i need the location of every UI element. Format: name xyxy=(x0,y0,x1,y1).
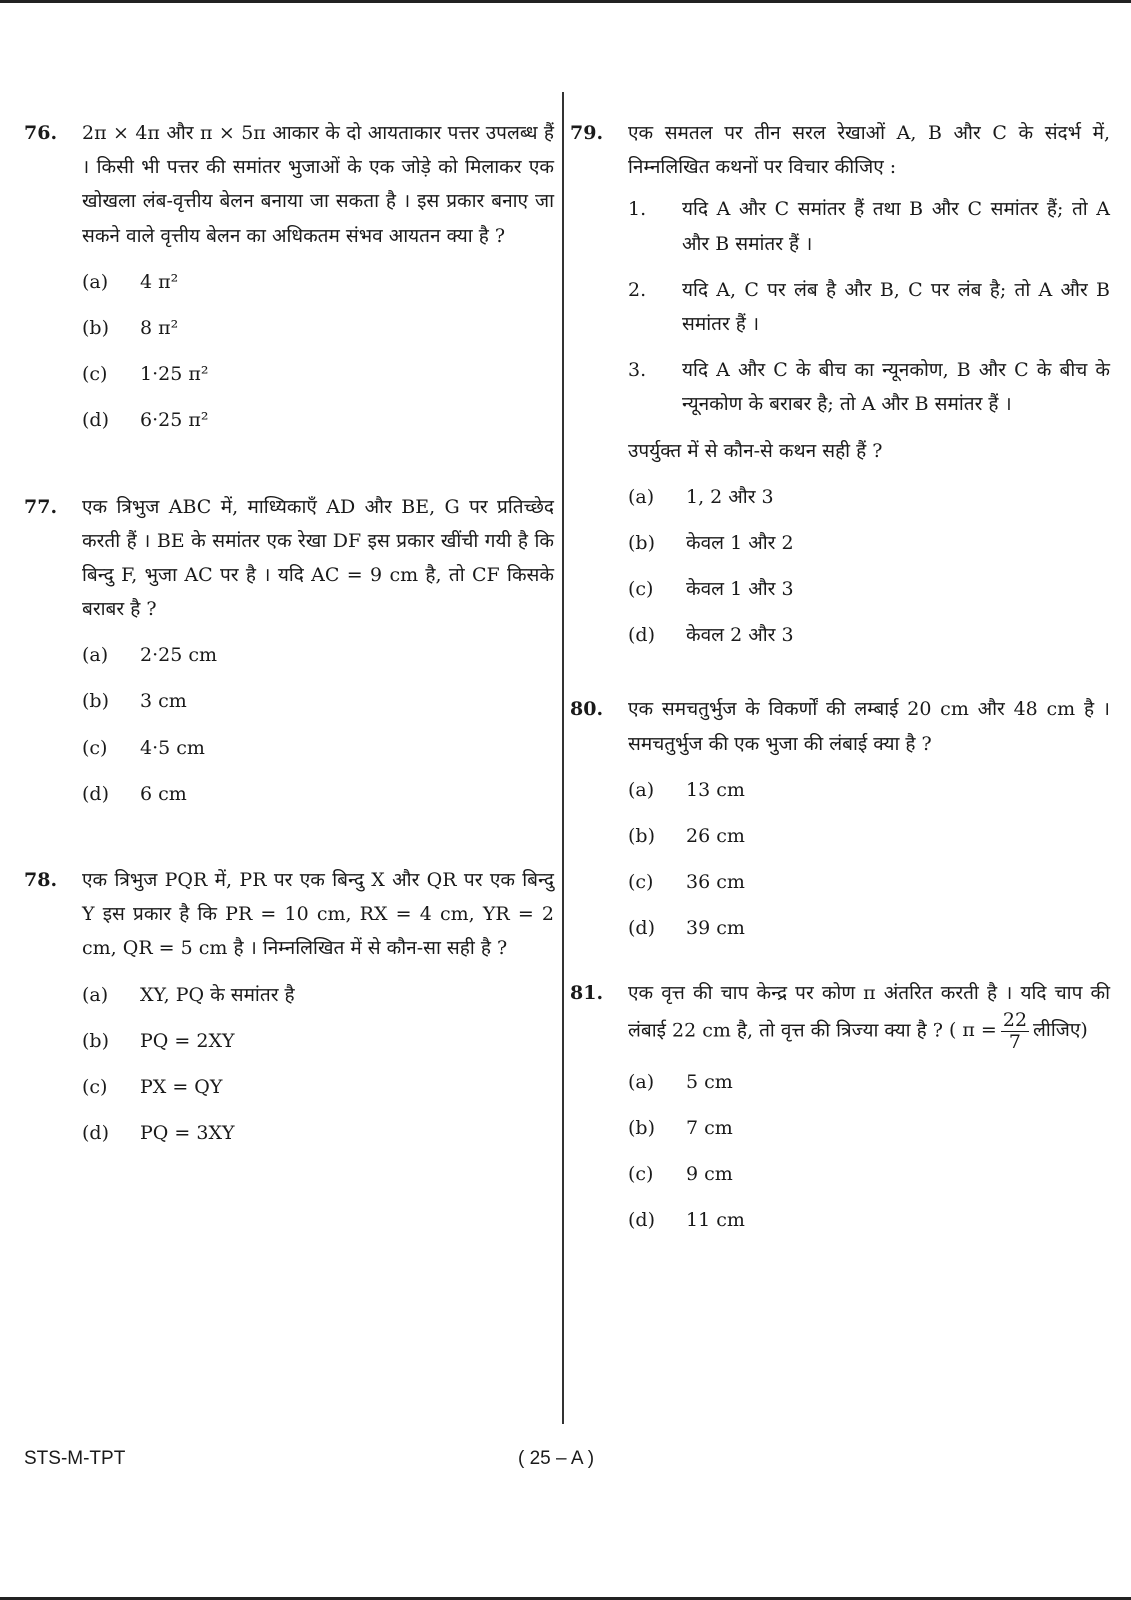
question-text: एक वृत्त की चाप केन्द्र पर कोण π अंतरित करती है । यदि चाप की लंबाई 22 cm है, तो वृत्त की त्रिज्या क्या है ? ( π = $\frac{22}{7}$ लीजिए) xyxy=(628,981,1110,1053)
option-b[interactable]: (b) 8 π² xyxy=(82,316,179,339)
question-number: 78. xyxy=(24,869,58,891)
right-column xyxy=(570,116,1110,1249)
option-a[interactable]: (a) 4 π² xyxy=(82,270,179,293)
statement-2: 2. यदि A, C पर लंब है और B, C पर लंब है; तो A और B समांतर हैं । xyxy=(628,278,1110,335)
question-76 xyxy=(24,116,554,438)
option-a[interactable]: (a) 13 cm xyxy=(628,778,745,801)
question-78 xyxy=(24,863,554,1150)
question-number: 79. xyxy=(570,122,604,144)
option-c[interactable]: (c) 9 cm xyxy=(628,1162,733,1185)
question-text: 2π × 4π और π × 5π आकार के दो आयताकार पत्तर उपलब्ध हैं । किसी भी पत्तर की समांतर भुजाओं के एक जोड़े को मिलाकर एक खोखला लंब-वृत्तीय बेलन बनाया जा सकता है । इस प्रकार बनाए जा सकने वाले वृत्तीय बेलन का अधिकतम संभव आयतन क्या है ? xyxy=(82,122,554,247)
question-80 xyxy=(570,692,1110,945)
option-b[interactable]: (b) 26 cm xyxy=(628,825,745,847)
top-border xyxy=(0,0,1131,3)
option-b[interactable]: (b) 3 cm xyxy=(82,690,187,713)
options xyxy=(628,773,1110,946)
statement-1: 1. यदि A और C समांतर हैं तथा B और C समांतर हैं; तो A और B समांतर हैं । xyxy=(628,198,1110,255)
option-d[interactable]: (d) 6 cm xyxy=(82,782,187,805)
question-number: 80. xyxy=(570,698,604,721)
question-text: एक समतल पर तीन सरल रेखाओं A, B और C के संदर्भ में, निम्नलिखित कथनों पर विचार कीजिए : xyxy=(628,122,1110,179)
question-number: 81. xyxy=(570,981,604,1004)
option-a[interactable]: (a) XY, PQ के समांतर है xyxy=(82,983,295,1006)
question-number: 77. xyxy=(24,495,58,518)
option-c[interactable]: (c) 4·5 cm xyxy=(82,736,205,759)
left-column xyxy=(24,116,554,1162)
booklet-code: STS-M-TPT xyxy=(24,1448,126,1469)
options xyxy=(628,480,1110,653)
option-b[interactable]: (b) PQ = 2XY xyxy=(82,1029,235,1052)
option-c[interactable]: (c) 1·25 π² xyxy=(82,363,209,386)
question-followup: उपर्युक्त में से कौन-से कथन सही हैं ? xyxy=(628,439,883,462)
question-text: एक समचतुर्भुज के विकर्णों की लम्बाई 20 cm और 48 cm है । समचतुर्भुज की एक भुजा की लंबाई क्या है ? xyxy=(628,698,1110,755)
option-d[interactable]: (d) 39 cm xyxy=(628,917,745,940)
question-text: एक त्रिभुज ABC में, माध्यिकाएँ AD और BE, G पर प्रतिच्छेद करती हैं । BE के समांतर एक रेखा DF इस प्रकार खींची गयी है कि बिन्दु F, भुजा AC पर है । यदि AC = 9 cm है, तो CF किसके बराबर है ? xyxy=(82,495,554,621)
options xyxy=(82,638,554,811)
option-b[interactable]: (b) 7 cm xyxy=(628,1116,733,1139)
option-d[interactable]: (d) PQ = 3XY xyxy=(82,1122,235,1145)
options xyxy=(628,1065,1110,1238)
option-a[interactable]: (a) 5 cm xyxy=(628,1070,733,1093)
page-number: ( 25 – A ) xyxy=(518,1448,595,1469)
option-d[interactable]: (d) केवल 2 और 3 xyxy=(628,624,794,647)
question-81 xyxy=(570,976,1110,1238)
option-b[interactable]: (b) केवल 1 और 2 xyxy=(628,531,794,554)
question-text: एक त्रिभुज PQR में, PR पर एक बिन्दु X और QR पर एक बिन्दु Y इस प्रकार है कि PR = 10 cm, RX = 4 cm, YR = 2 cm, QR = 5 cm है । निम्नलिखित में से कौन-सा सही है ? xyxy=(82,869,554,960)
option-c[interactable]: (c) केवल 1 और 3 xyxy=(628,578,794,601)
option-d[interactable]: (d) 11 cm xyxy=(628,1209,745,1232)
options xyxy=(82,265,554,438)
option-c[interactable]: (c) 36 cm xyxy=(628,871,745,894)
pi-note: ( π = $\frac{22}{7}$ लीजिए) xyxy=(948,1008,1088,1053)
option-a[interactable]: (a) 1, 2 और 3 xyxy=(628,485,774,508)
question-77 xyxy=(24,490,554,812)
pi-fraction: $\frac{22}{7}$ xyxy=(1002,1008,1028,1053)
question-79 xyxy=(570,116,1110,652)
option-d[interactable]: (d) 6·25 π² xyxy=(82,409,209,432)
option-c[interactable]: (c) PX = QY xyxy=(82,1075,223,1098)
column-divider xyxy=(562,92,564,1424)
option-a[interactable]: (a) 2·25 cm xyxy=(82,644,218,667)
options xyxy=(82,978,554,1151)
statements xyxy=(628,192,1110,421)
statement-3: 3. यदि A और C के बीच का न्यूनकोण, B और C के बीच के न्यूनकोण के बराबर है; तो A और B समांतर हैं । xyxy=(628,359,1110,416)
question-number: 76. xyxy=(24,122,58,144)
